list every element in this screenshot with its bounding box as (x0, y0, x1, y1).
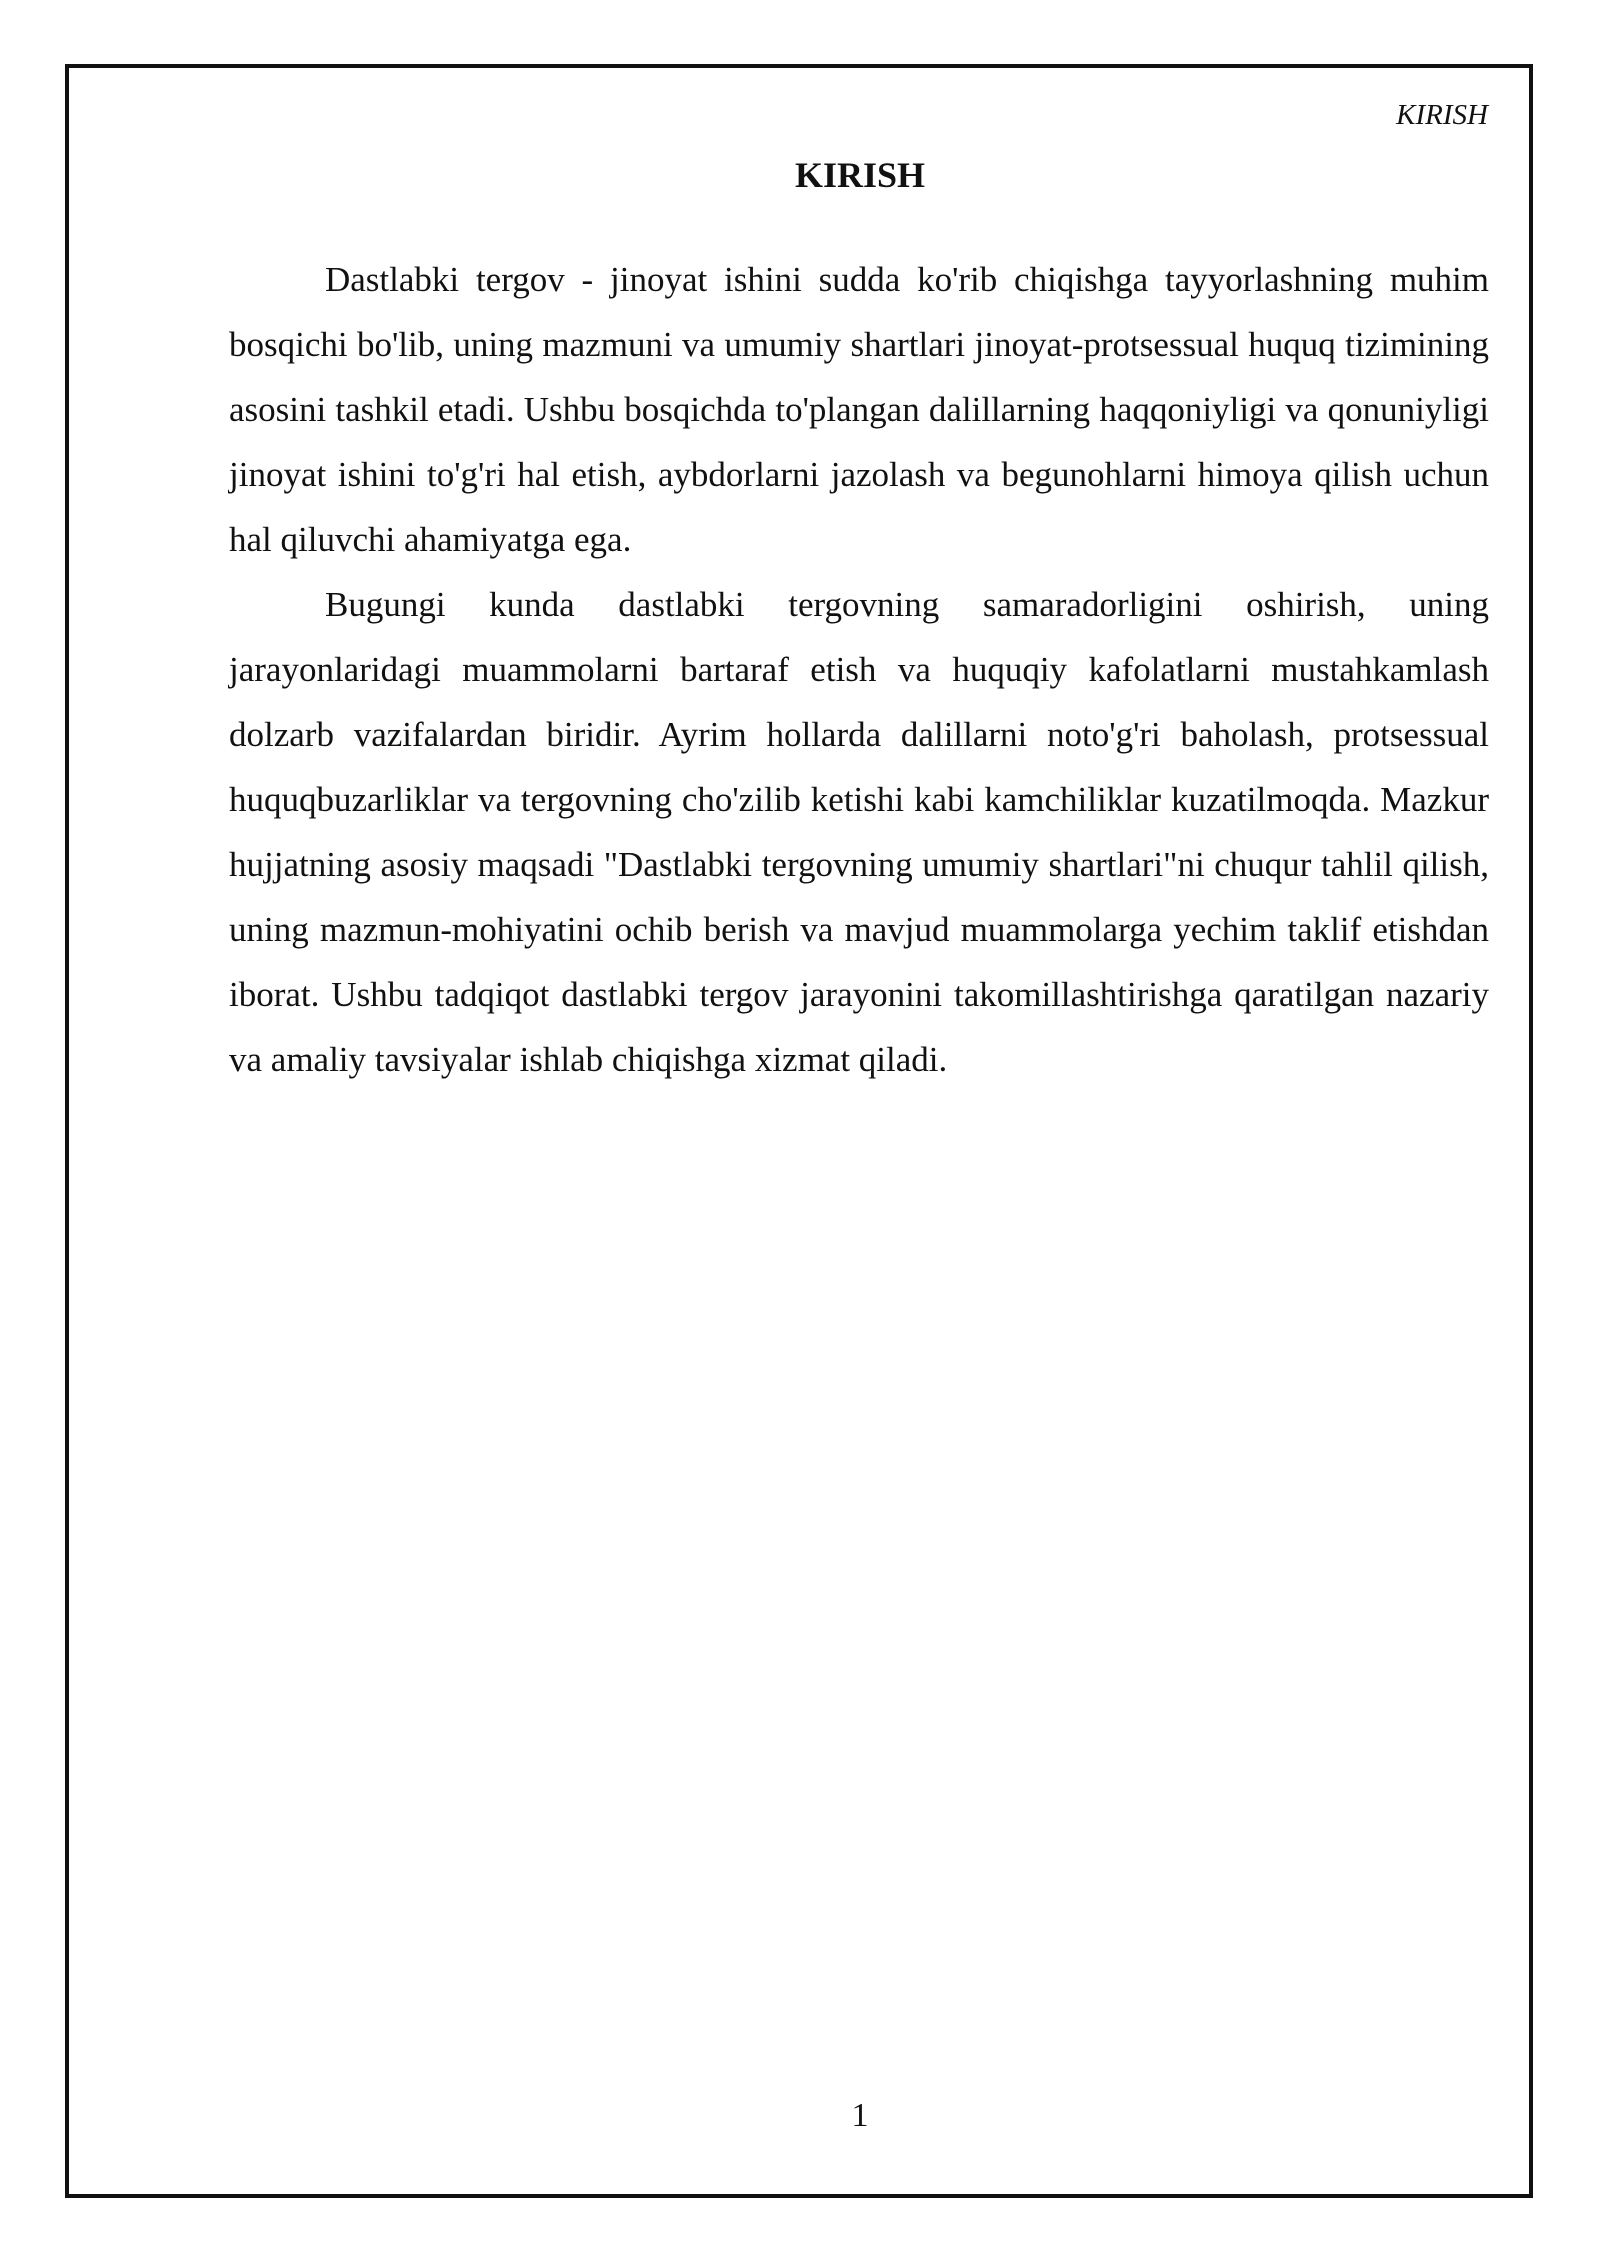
page-number: 1 (851, 2097, 869, 2134)
document-title: KIRISH (794, 155, 926, 195)
paragraph-1: Dastlabki tergov - jinoyat ishini sudda ko'rib chiqishga tayyorlashning muhim bosqichi bo'lib, uning mazmuni va umumiy shartlari jinoyat-protsessual huquq tizimining asosini tashkil etadi. Ushbu bosqichda to'plangan dalillarning haqqoniyligi va qonuniyligi jinoyat ishini to'g'ri hal etish, aybdorlarni jazolash va begunohlarni himoya qilish uchun hal qiluvchi ahamiyatga ega. (229, 260, 1489, 559)
document-body (229, 247, 1489, 1092)
running-header: KIRISH (1396, 99, 1488, 131)
paragraph-2: Bugungi kunda dastlabki tergovning samaradorligini oshirish, uning jarayonlaridagi muammolarni bartaraf etish va huquqiy kafolatlarni mustahkamlash dolzarb vazifalardan biridir. Ayrim hollarda dalillarni noto'g'ri baholash, protsessual huquqbuzarliklar va tergovning cho'zilib ketishi kabi kamchiliklar kuzatilmoqda. Mazkur hujjatning asosiy maqsadi "Dastlabki tergovning umumiy shartlari"ni chuqur tahlil qilish, uning mazmun-mohiyatini ochib berish va mavjud muammolarga yechim taklif etishdan iborat. Ushbu tadqiqot dastlabki tergov jarayonini takomillashtirishga qaratilgan nazariy va amaliy tavsiyalar ishlab chiqishga xizmat qiladi. (229, 585, 1489, 1079)
